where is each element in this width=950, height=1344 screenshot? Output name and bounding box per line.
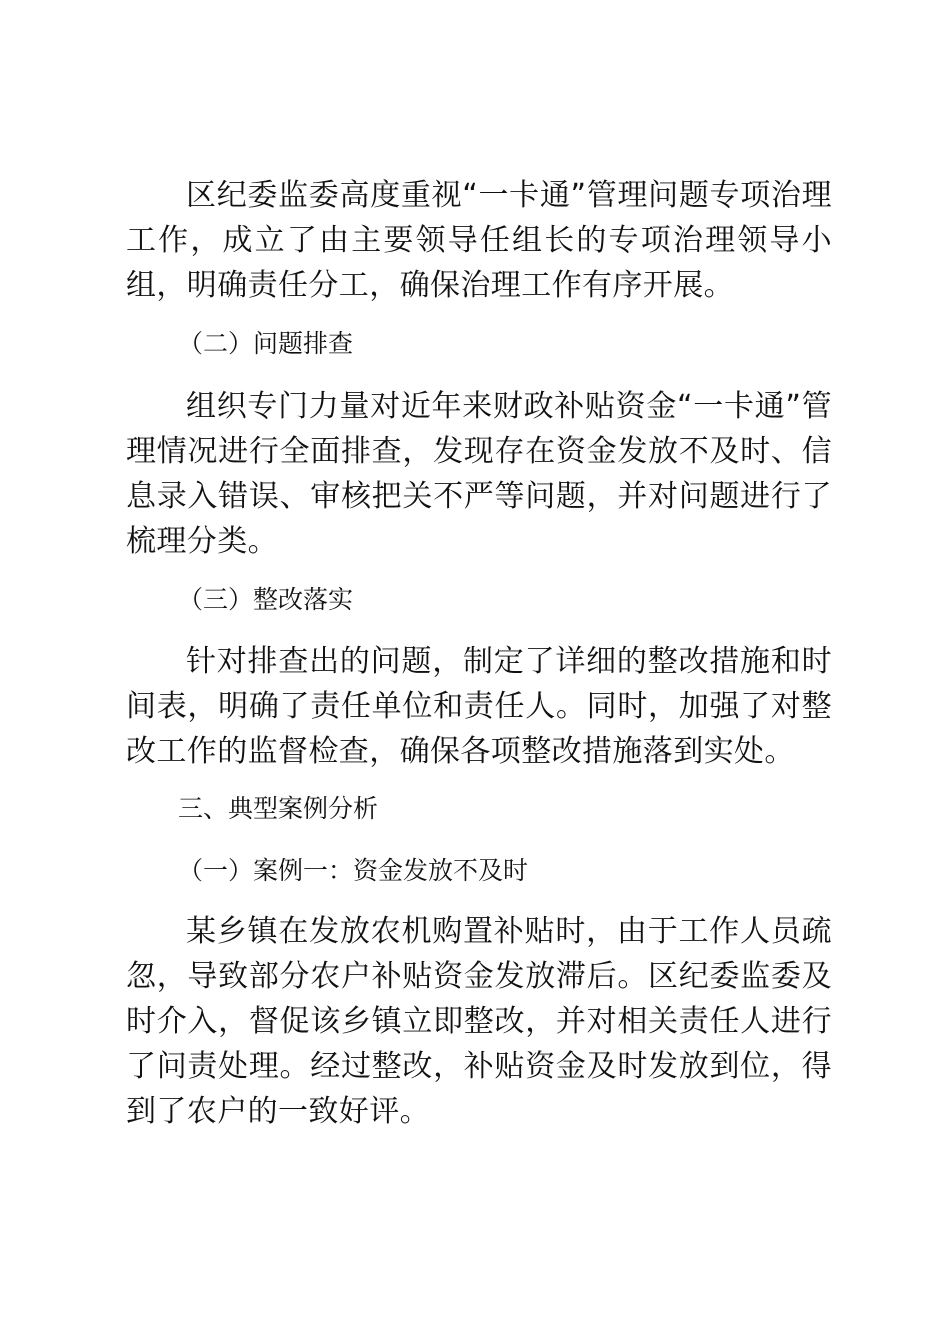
paragraph-problem-investigation: 组织专门力量对近年来财政补贴资金“一卡通”管理情况进行全面排查，发现存在资金发放不及时、信息录入错误、审核把关不严等问题，并对问题进行了梳理分类。 — [126, 389, 832, 559]
heading-problem-investigation: （二）问题排查 — [178, 329, 354, 358]
paragraph-leadership-group: 区纪委监委高度重视“一卡通”管理问题专项治理工作，成立了由主要领导任组长的专项治理领导小组，明确责任分工，确保治理工作有序开展。 — [126, 178, 832, 303]
paragraph-case-one: 某乡镇在发放农机购置补贴时，由于工作人员疏忽，导致部分农户补贴资金发放滞后。区纪委监委及时介入，督促该乡镇立即整改，并对相关责任人进行了问责处理。经过整改，补贴资金及时发放到位，得到了农户的一致好评。 — [126, 914, 832, 1129]
section-title-typical-cases: 三、典型案例分析 — [178, 794, 379, 823]
paragraph-rectification: 针对排查出的问题，制定了详细的整改措施和时间表，明确了责任单位和责任人。同时，加强了对整改工作的监督检查，确保各项整改措施落到实处。 — [126, 644, 832, 769]
heading-rectification: （三）整改落实 — [178, 585, 354, 614]
heading-case-one: （一）案例一：资金发放不及时 — [178, 856, 529, 885]
